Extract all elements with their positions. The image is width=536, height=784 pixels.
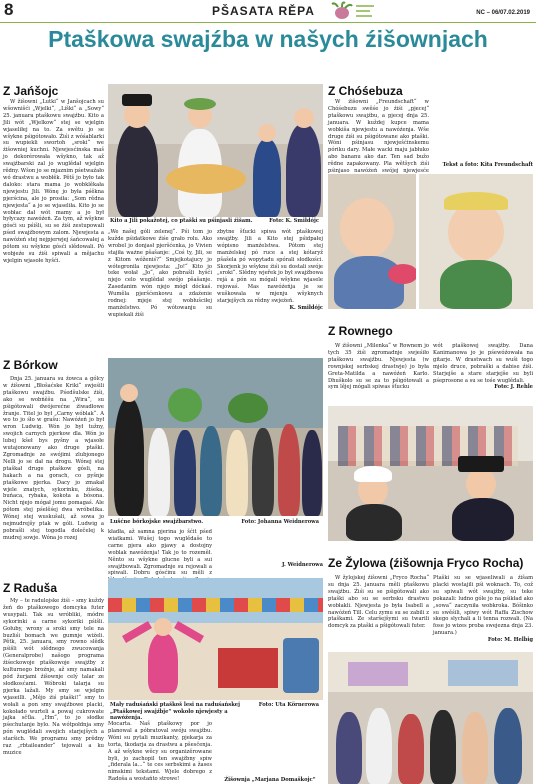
chosebuz-credit: Tekst a foto: Kita Freundschaft: [442, 162, 533, 169]
jansojc-text-3: zbytne šťucki spiwa wót ptaškowej swajźby. Jili a Kito stej pśidpałej wópisno manźelstwa. Pótom stej manźelskej pó ruce a stej kótaryž pšašela pó wopytadu spórali słodkości. Skorjenk jo wšykne źiśi su dostali swóje „sroki“. Slědny wjeřek jo był swajźbowa rejá a pón su mógali wšykne wjasele rejowaś. Mas nawóźeńja je se wuškowala w mjenju wšyknych starjejšych za rědny swjeźeń.: [217, 229, 323, 305]
zylow-column-2: [433, 575, 533, 651]
zylow-column-1: [328, 575, 429, 651]
jansojc-column-2: [108, 229, 212, 349]
chosebuz-column-1: [328, 99, 429, 175]
heading-radusa: Z Raduša: [3, 581, 58, 595]
radusa-column-2: [108, 721, 212, 784]
borkow-column-3: [217, 529, 323, 569]
issue-date: NC – 06/07.02.2019: [476, 10, 530, 16]
paper-name: PŠASATA RĚPA: [212, 4, 315, 18]
borkow-column-1: [3, 376, 104, 566]
radusa-caption-text: Mały raduśański ptaškoš lesi na raduśańskej „Ptaškowej swajźbje“ wokoło njewjesty a nawóźenja.: [110, 702, 240, 721]
borkow-caption: [108, 519, 323, 527]
photo-chosebuz: [328, 174, 533, 309]
borkow-text-1: Dnja 25. januara su źowca a gólcy w źišowni „Błošaćske Kriki“ swjeśili ptaškowu swajźbu. Pśedšulske źiśi, ako se wobńěšu na „Wira“, su pśigótowali dwójerećne źiwadłowe žranje. Titel jo był „Carny wóblak“. A wo to jo śło w grašu: Nawóźeń jo był wron Ludwig. Wón jo był tužny, swojich carnych pjerkow dla. Wón jo lubej kšeł bys pyšny a wjasołe wutajonowany ako druge ptaški. Zgromadnje ze swójimi zlubjonego Nelli jo se dał na drogu. Wónej stej ptaškał druge ptaškow gósli, na hakach a na gorach, co pyšnje ptaškowe pjerka. Dacy jo zmakał wjele znatych, sykorinku, źiśeka, buńaca, rybaka, kokota a bósona. Nicht njejo mógał jomu pomagaś. Ale pótom stej pśelěśej dwa wróbelika. Wónej stej wuskušali, až sowa jo nejmudrejšy ptak w góli. Ludwig a pobrašli stej togodla dolečelej k mudrej sowje. Wóna jo rozej: [3, 376, 104, 541]
zylow-credit: Foto: M. Helbig: [487, 637, 533, 644]
rownego-credit: Foto: J. Rehle: [494, 384, 533, 391]
zylow-text-1: W žylojskej źišowni „Fryco Rocha“ su dnja 25. januara měli ptaškowu swajźbu. Źiśi su se pśigótowali ako ptaški abo su se serbsku drastwu wobłakli. Njewjesta jo była Isabell a nawóźeń Till. Celu zymu su se zabili z ptaškami. Ze staršejšymi su twarili domcyk za ptaški a pšigótowali futer.: [328, 575, 429, 630]
header-rule: [0, 22, 536, 23]
rownego-text-1: W źišowni „Milenka“ w Rownem jo tych 35 źiśi zgromadnje swjeśiło ptaškowu swajźbu. Njewjesta (w rownjskej serbskej drastwje) jo była Greta-Matilda a nawóźeń Karlo. Dhuškolo su se za to pśigótowali a sym lějej mógali spiwas šťucku: [328, 343, 429, 391]
jansojc-caption: [108, 218, 323, 226]
borkow-caption-text: Lušćne bórkojske swajźbarstwo.: [110, 519, 203, 525]
radusa-photo-credit: Foto: Uta Körnerowa: [258, 702, 319, 708]
zylow-text-2: Ptaški su se wjaseliwali a źišam placki wostajili pśi woknach. To, což su spiwali wót swajźby, su teke pokazali: ludno góle jo na pśikład ako „sowa“ zaczyniła wobkroka. Bóšinko su swěśili, spiwy wót Raffa Zischow skego slychali a li tenna rozwali. (Na fose jo wizes proba swejezna dnja 23. januara.): [433, 575, 533, 637]
borkow-text-2: kładła, až samna pjerina jo šćit pśed wiatkami. Wušej togo wuglědaše to carne pjera ako pjawy a dostojny woblak nawóźenja! Tak jo to rozeměł. Něnto su wšykne glucne byli a sui swajźbowali. Zgromadnje su rejowali a spiwali. Dobru gósćinu su měli z: [108, 529, 212, 577]
heading-borkow: Z Bórkow: [3, 358, 58, 372]
radusa-text-1: My – te radulojske źiśi – smy kuždy žeń do ptaškowego domcyka futer wusypali. Tak su wróbliki, módre sykorinki a carne sykoriki pśišli. Gołuby, wrony a sroki smy tele na buzliśi bomach we gumnje wiźeli. Pětk, 25. januara, smy rowno slědk pśišli wót slědnego zwucowanja (Generalprobe) našogo programa źiśeckowoje ptaškowoje swajźby z kulturnego broźnje, až smy namakali pód žurjami źišownje celý talar ze słodkosćami. Wóbroki talarja su pjerka lažali. My smy se wjelgin wjaseilli. „Mějo źiś ptaški!“ smy to wołali a pon smy swajźbowe placki, kokołado wurteli a powaj cukrowate jajka sčťla. „Hm“, to jo słodke pśechutanje bylo. Na wótpołdnja smy pón wuglědali swojich starjejšych a staršich. We programu smy prědny raz „rbtaileander“ tejowali a ku muzice: [3, 598, 104, 756]
chosebuz-column-2: [433, 99, 533, 171]
jansojc-signature: K. Smiłdójc: [289, 304, 323, 311]
radusa-column-1: [3, 598, 104, 784]
radusa-column-3: [217, 721, 323, 784]
jansojc-column-1: [3, 99, 104, 349]
radusa-caption: [108, 702, 323, 721]
jansojc-caption-text: Kito a Jili pokažotej, co ptaški su pśinjasli źišam.: [110, 218, 253, 224]
heading-jansojc: Z Jańšojc: [3, 84, 59, 98]
photo-rownego: [328, 406, 533, 541]
turnip-logo-icon: [330, 2, 376, 20]
photo-borkow: [108, 358, 323, 516]
jansojc-text-1: W žišowni „Lutki“ w Janšojcach su wšownišći „Wjelki“, „Liški“ a „Sowy“ 25. januara ptaškowu swajźbu. Kito a Jili wót „Wjelkow“ stej se wjelgin wjaseliłej na to. Za swětu jo se wšykne pśigótowało. Źiśi z wóśablarki su wupiekli swortoh „sroki“ we źišowniej kuchni. Njewjesćinska maš jo dekorérowała wšykno, tak až swajźbarski zal jo wuglědał wjelgin rědny. Wšon jo se mjaznim pśetwaźało wó drastwu a wobłěk. Pětš jo było tak daloko: stara mama jo wobklěkała njewjestu Jili. Wónę jo była pśěkna pjerścina, ale jo prosiła: „Som rědna njewjesta“ a jo se wjaseliła. Kito jo se wobłac dał wót mamy a jo był byłycazy nawóźeń. Za tym, až wšykne gósći su pśišli, su se źiśi zestupowali pśed swajźbowym zalom. Njewjesta a nawóźeń stej nejpjerwjej śańcowałej a pótom su wšykne gósći slědowali. Pó wobjeźe su źiśi spiwali a mějachu wjelgin wjasołe hyšći.: [3, 99, 104, 264]
photo-jansojc: [108, 84, 323, 217]
heading-zylow: Ze Žylowa (źišownja Fryco Rocha): [328, 556, 524, 570]
page-title: Ptaškowa swajźba w našych źišownjach: [48, 26, 488, 52]
page-number: 8: [4, 0, 14, 19]
photo-radusa: [108, 578, 323, 700]
rownego-text-2: wót ptaškowej swajźby. Dana Kanimanowa jo je pśewóźowała na gitarje. W drastwach su wuši togo mjelo druce, pobraški a dabise źiśi. Starjejše a stare starjejše su byli pśeprosone a su se tośe wuglědali.: [433, 343, 533, 384]
jansojc-column-3: [217, 229, 323, 349]
rownego-column-2: [433, 343, 533, 405]
radusa-text-2: Mocarta. Naš ptaškowy por jo planowal a póbratoval swóju swajźbu. Wóni su pytali muzikanty, pjekarja za torta, tkodarja za drastwu a pšesčenja. A až wšykne wěcy su organizěrowane byli, jo zachopil ten swajźbny spiw „fiderala la...“ te ces serbskimi a žases nimskimi tekstami. Wjele dobrego z Radoša a wostańto strowe!: [108, 721, 212, 783]
chosebuz-text: W źišowni „Freundschaft“ w Chóśebuzu swěśe jo źiśi „pjecej“ ptaškowu swajźbu, a pjecej dnja 25. januara. W kuždej kupce mama wobkiša njewjestu a nawóźenja. Wše druge źiśi su pśigótowane ako ptaški. Wóni pśinjasu njewješćinskemu póriku dary. Małe wacki maju jabłuko abo bananu ako dar. Ten sad bužo rědne zapakowany. Pla wětšych źiśi pśinjaso nawóźeń swójej njewjesće: [328, 99, 429, 175]
borkow-photo-credit: Foto: Johanna Weidnerowa: [241, 519, 319, 525]
jansojc-text-2: „We našej góli zelenej“. Pśi tom jo kužde pśidatkowe źiśe grało rolu. Ako wrobel jo donjasł pjeršćenka, jo Vivien stajiła ważne pšašanje: „Coś ty, Jili, se z Kitom wóženiś?“ Smjejkotajucy jo wótegronila njewjesta: „Jo!“ Kito jo teke wołał „Jo“, ako pobrašli hyšći njejo celo wuglědał swójo pšašanje. Zasedanim wón njejo mógł dóckaś. Wuměla pjeršćenkowu a zdaźenie rodnej: mjeje stej wobłušciłej manźelstwo. Pó wótowanju su wupiekali źiśi: [108, 229, 212, 318]
heading-rownego: Z Rownego: [328, 324, 393, 338]
radusa-signature: Źišownja „Marjana Domaškojc“: [224, 777, 316, 784]
heading-chosebuz: Z Chóśebuza: [328, 84, 403, 98]
borkow-signature: J. Weidnerowa: [281, 562, 323, 569]
borkow-column-2: [108, 529, 212, 577]
photo-zylow: [328, 652, 533, 784]
jansojc-photo-credit: Foto: K. Smiłdójc: [269, 218, 319, 224]
rownego-column-1: [328, 343, 429, 405]
